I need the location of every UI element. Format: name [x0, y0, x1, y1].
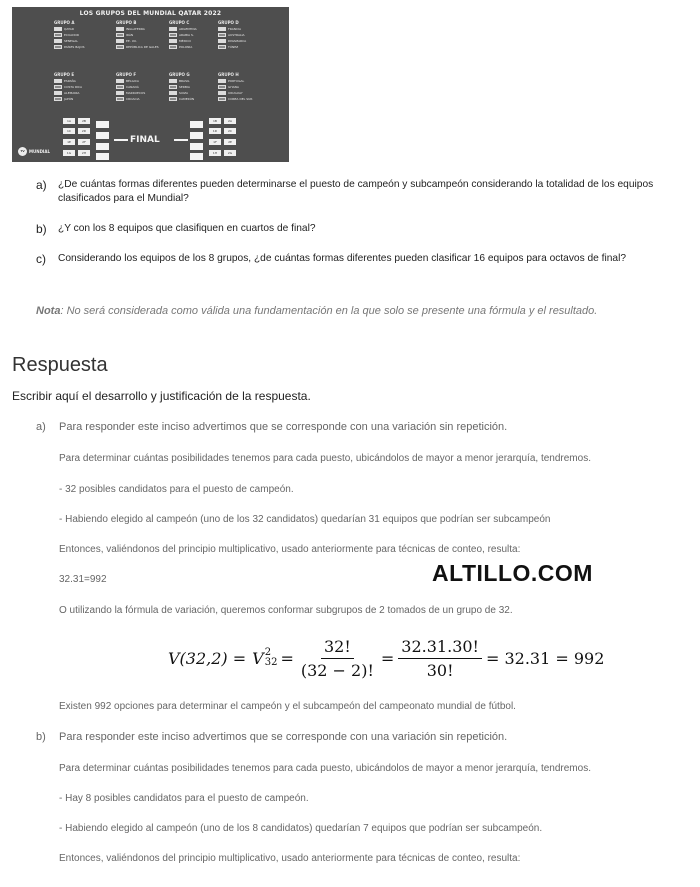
question-text: ¿De cuántas formas diferentes pueden determinarse el puesto de campeón y subcampeón considerando la totalidad de los equipos clasificados para el Mundial? — [58, 179, 654, 204]
answer-a-product: 32.31=992 — [59, 574, 107, 585]
bracket-box — [96, 153, 109, 160]
final-label: FINAL — [130, 135, 160, 145]
fraction-numerator: 32.31.30! — [398, 637, 482, 659]
bracket-slot: 2B — [78, 118, 90, 124]
flag-icon — [116, 33, 124, 37]
team-name: ECUADOR — [64, 33, 79, 37]
question-text: ¿Y con los 8 equipos que clasifiquen en cuartos de final? — [58, 223, 316, 234]
question-letter: b) — [36, 222, 47, 236]
team-name: REPÚBLICA DE GALES — [126, 45, 159, 49]
group-f — [116, 72, 176, 102]
answer-a-line: Para determinar cuántas posibilidades tenemos para cada puesto, ubicándolos de mayor a menor jerarquía, tendremos. — [59, 453, 591, 464]
answer-a-intro: Para responder este inciso advertimos que se corresponde con una variación sin repetición. — [59, 421, 508, 433]
team-name: POLONIA — [179, 45, 193, 49]
answer-instruction: Escribir aquí el desarrollo y justificación de la respuesta. — [12, 389, 311, 403]
answer-a-letter: a) — [36, 421, 46, 433]
team-name: AUSTRALIA — [228, 33, 245, 37]
bracket-slot: 2H — [78, 150, 90, 156]
note — [36, 305, 597, 317]
trophy-icon: TV — [18, 147, 27, 156]
flag-icon — [116, 79, 124, 83]
formula-supsub — [265, 648, 278, 668]
bracket-box — [96, 143, 109, 150]
answer-b-line: Para determinar cuántas posibilidades tenemos para cada puesto, ubicándolos de mayor a menor jerarquía, tendremos. — [59, 763, 591, 774]
flag-icon — [218, 79, 226, 83]
team-name: FRANCIA — [228, 27, 242, 31]
mundial-logo — [18, 147, 50, 156]
question-b — [36, 222, 676, 236]
formula-lhs: V(32,2) = — [168, 648, 247, 668]
team-name: SUIZA — [179, 91, 189, 95]
bracket-slot: 1F — [209, 139, 221, 145]
team-name: ALEMANIA — [64, 91, 80, 95]
group-d — [218, 20, 278, 50]
group-name: GRUPO C — [169, 20, 190, 25]
fraction-denominator: 30! — [426, 660, 454, 680]
answer-b-intro: Para responder este inciso advertimos que se corresponde con una variación sin repetición. — [59, 731, 508, 743]
flag-icon — [116, 85, 124, 89]
bracket-slot: 2G — [224, 150, 236, 156]
bracket-slot: 1G — [63, 150, 75, 156]
flag-icon — [218, 39, 226, 43]
team-name: INGLATERRA — [126, 27, 145, 31]
formula-fraction-2 — [398, 637, 482, 680]
flag-icon — [54, 91, 62, 95]
flag-icon — [169, 33, 177, 37]
world-cup-groups-image — [12, 7, 289, 162]
answer-heading: Respuesta — [12, 354, 108, 376]
team-name: ESPAÑA — [64, 79, 76, 83]
flag-icon — [218, 97, 226, 101]
group-name: GRUPO E — [54, 72, 75, 77]
flag-icon — [54, 79, 62, 83]
bracket-slot: 2A — [224, 118, 236, 124]
flag-icon — [218, 91, 226, 95]
bracket-box — [190, 132, 203, 139]
team-row — [218, 96, 278, 102]
flag-icon — [218, 45, 226, 49]
flag-icon — [169, 85, 177, 89]
bracket-connector — [174, 139, 188, 141]
team-name: BÉLGICA — [126, 79, 139, 83]
team-name: MÉXICO — [179, 39, 191, 43]
team-name: ARABIA S. — [179, 33, 194, 37]
team-name: TÚNEZ — [228, 45, 239, 49]
question-text: Considerando los equipos de los 8 grupos, ¿de cuántas formas diferentes pueden clasificar 16 equipos para octavos de final? — [58, 253, 627, 264]
group-b — [116, 20, 176, 50]
group-name: GRUPO H — [218, 72, 239, 77]
note-text: : No será considerada como válida una fundamentación en la que solo se presente una fórmula y el resultado. — [60, 305, 598, 317]
question-c — [36, 252, 676, 266]
team-row — [116, 44, 176, 50]
flag-icon — [169, 39, 177, 43]
team-name: MARRUECOS — [126, 91, 146, 95]
group-name: GRUPO F — [116, 72, 137, 77]
flag-icon — [116, 39, 124, 43]
team-name: COREA DEL SUR — [228, 97, 253, 101]
question-letter: a) — [36, 178, 47, 192]
answer-b-line: - Habiendo elegido al campeón (uno de los 8 candidatos) quedarían 7 equipos que podrían ser subcampeón. — [59, 823, 543, 834]
flag-icon — [218, 85, 226, 89]
group-name: GRUPO B — [116, 20, 137, 25]
flag-icon — [116, 91, 124, 95]
flag-icon — [54, 97, 62, 101]
team-name: PORTUGAL — [228, 79, 245, 83]
formula-rhs: = 32.31 = 992 — [485, 648, 605, 668]
flag-icon — [116, 97, 124, 101]
team-name: CAMERÚN — [179, 97, 195, 101]
fraction-numerator: 32! — [321, 637, 354, 659]
group-a — [54, 20, 114, 50]
bracket-slot: 1H — [209, 150, 221, 156]
team-row — [54, 96, 114, 102]
answer-a-line: O utilizando la fórmula de variación, queremos conformar subgrupos de 2 tomados de un grupo de 32. — [59, 605, 513, 616]
answer-a-conclusion: Existen 992 opciones para determinar el campeón y el subcampeón del campeonato mundial de fútbol. — [59, 701, 516, 712]
graphic-title: LOS GRUPOS DEL MUNDIAL QATAR 2022 — [79, 10, 222, 17]
flag-icon — [54, 33, 62, 37]
group-e — [54, 72, 114, 102]
answer-a-line: - Habiendo elegido al campeón (uno de los 32 candidatos) quedarían 31 equipos que podrían ser subcampeón — [59, 514, 551, 525]
formula-fraction-1 — [298, 637, 377, 680]
question-letter: c) — [36, 252, 46, 266]
team-name: SERBIA — [179, 85, 190, 89]
flag-icon — [169, 97, 177, 101]
bracket-slot: 1A — [63, 118, 75, 124]
bracket-slot: 1C — [63, 128, 75, 134]
team-name: PAÍSES BAJOS — [64, 45, 85, 49]
flag-icon — [54, 39, 62, 43]
flag-icon — [116, 27, 124, 31]
flag-icon — [54, 45, 62, 49]
answer-a-line: Entonces, valiéndonos del principio multiplicativo, usado anteriormente para técnicas de conteo, resulta: — [59, 544, 521, 555]
formula-eq: = — [380, 648, 395, 668]
group-h — [218, 72, 278, 102]
formula-eq: = — [280, 648, 294, 668]
flag-icon — [116, 45, 124, 49]
bracket-slot: 2D — [78, 128, 90, 134]
bracket-box — [190, 121, 203, 128]
watermark: ALTILLO.COM — [432, 560, 593, 586]
answer-b-line: Entonces, valiéndonos del principio multiplicativo, usado anteriormente para técnicas de conteo, resulta: — [59, 853, 521, 864]
flag-icon — [218, 27, 226, 31]
team-name: COSTA RICA — [64, 85, 83, 89]
group-name: GRUPO D — [218, 20, 239, 25]
variation-formula — [168, 634, 604, 682]
team-name: CROACIA — [126, 97, 140, 101]
bracket-slot: 1D — [209, 128, 221, 134]
flag-icon — [169, 45, 177, 49]
team-row — [116, 96, 176, 102]
flag-icon — [218, 33, 226, 37]
flag-icon — [54, 27, 62, 31]
question-a — [36, 178, 676, 206]
bracket-slot: 1E — [63, 139, 75, 145]
team-name: ARGENTINA — [179, 27, 197, 31]
note-label: Nota — [36, 305, 61, 317]
answer-a-line: - 32 posibles candidatos para el puesto de campeón. — [59, 484, 294, 495]
bracket-box — [96, 132, 109, 139]
flag-icon — [54, 85, 62, 89]
logo-text: MUNDIAL — [29, 149, 51, 154]
team-name: IRÁN — [126, 33, 134, 37]
team-name: CANADÁ — [126, 85, 139, 89]
bracket-slot: 2C — [224, 128, 236, 134]
team-name: QATAR — [64, 27, 74, 31]
bracket-slot: 2F — [78, 139, 90, 145]
team-name: EE. UU. — [126, 39, 138, 43]
bracket-box — [190, 143, 203, 150]
answer-b-line: - Hay 8 posibles candidatos para el puesto de campeón. — [59, 793, 309, 804]
bracket-box — [96, 121, 109, 128]
team-name: BRASIL — [179, 79, 190, 83]
answer-b-letter: b) — [36, 731, 46, 743]
team-row — [54, 44, 114, 50]
flag-icon — [169, 91, 177, 95]
team-name: DINAMARCA — [228, 39, 247, 43]
bracket-box — [190, 153, 203, 160]
team-name: GHANA — [228, 85, 239, 89]
formula-sup: 2 — [264, 647, 272, 658]
bracket-slot: 1B — [209, 118, 221, 124]
group-name: GRUPO A — [54, 20, 75, 25]
team-name: JAPÓN — [64, 97, 74, 101]
bracket-slot: 2E — [224, 139, 236, 145]
group-name: GRUPO G — [169, 72, 190, 77]
flag-icon — [169, 79, 177, 83]
team-row — [218, 44, 278, 50]
bracket-connector — [114, 139, 128, 141]
formula-v: V — [252, 648, 264, 668]
flag-icon — [169, 27, 177, 31]
team-name: URUGUAY — [228, 91, 243, 95]
fraction-denominator: (32 − 2)! — [300, 660, 374, 680]
formula-sub: 32 — [264, 657, 278, 668]
team-name: SENEGAL — [64, 39, 78, 43]
